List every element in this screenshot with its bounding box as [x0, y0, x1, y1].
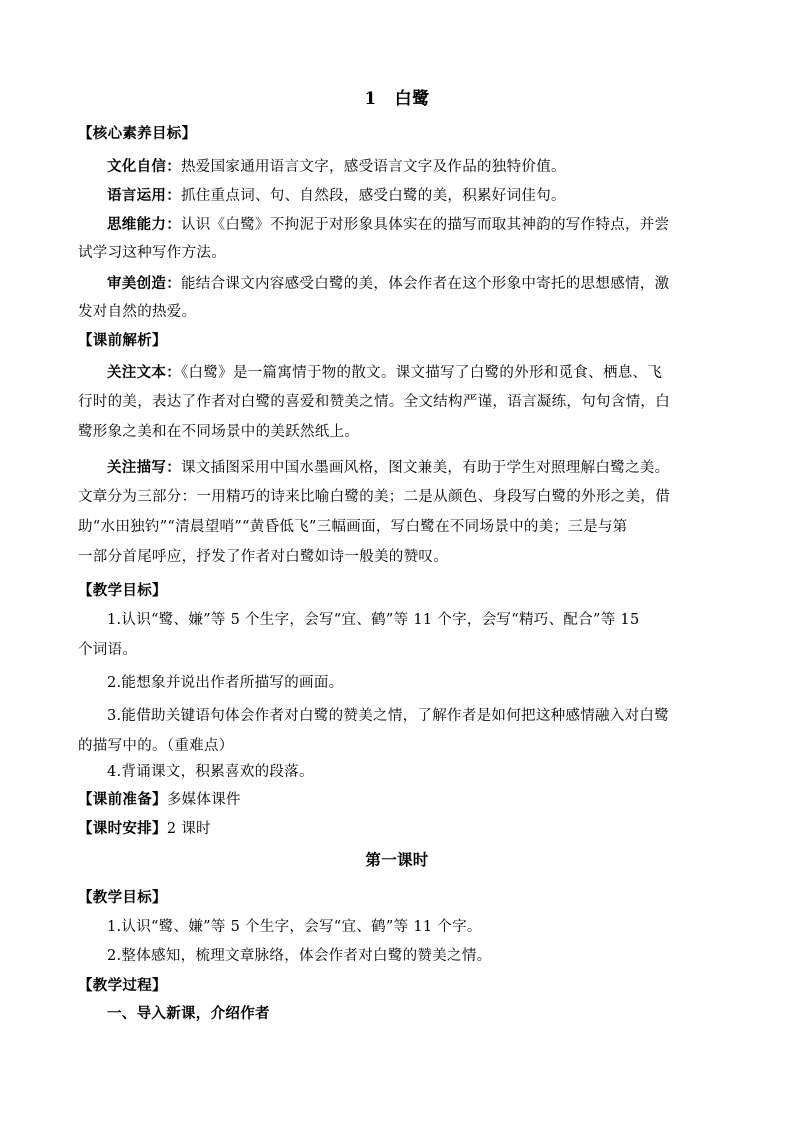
goal-item: 4.背诵课文，积累喜欢的段落。	[107, 764, 314, 780]
item-label: 关注文本：	[107, 364, 181, 381]
lesson1-goal-item: 1.认识“鹭、嫌”等 5 个生字，会写“宜、鹤”等 11 个字。	[107, 919, 482, 935]
item-label: 思维能力：	[107, 216, 181, 233]
lesson1-goals-heading: 【教学目标】	[78, 889, 167, 906]
analysis-item-description	[107, 458, 718, 478]
core-item-thinking	[107, 215, 718, 235]
analysis-item-text	[107, 363, 718, 383]
goal-item-cont: 的描写中的。（重难点）	[78, 738, 234, 754]
lesson-number: 1	[364, 89, 377, 109]
item-text: 热爱国家通用语言文字，感受语言文字及作品的独特价值。	[181, 159, 566, 175]
analysis-text-line: 行时的美，表达了作者对白鹭的喜爱和赞美之情。全文结构严谨，语言凝练，句句含情，白	[78, 394, 670, 410]
item-label: 文化自信：	[107, 158, 181, 175]
schedule-line	[78, 819, 718, 839]
item-label: 语言运用：	[107, 187, 181, 204]
item-label: 审美创造：	[107, 275, 181, 292]
core-item-aesthetic	[107, 274, 718, 294]
section-title-first-lesson: 第一课时	[365, 850, 429, 869]
goals-heading: 【教学目标】	[78, 582, 167, 599]
goal-item: 2.能想象并说出作者所描写的画面。	[107, 675, 344, 691]
analysis-heading: 【课前解析】	[78, 332, 167, 349]
prep-text: 多媒体课件	[166, 792, 241, 808]
item-text: 能结合课文内容感受白鹭的美，体会作者在这个形象中寄托的思想感情，激	[181, 276, 670, 292]
prep-line	[78, 790, 718, 810]
analysis-text-line: 一部分首尾呼应，抒发了作者对白鹭如诗一般美的赞叹。	[78, 549, 448, 565]
lesson1-process-heading: 【教学过程】	[78, 977, 167, 994]
prep-heading: 【课前准备】	[78, 791, 167, 808]
lesson-title-text: 白鹭	[394, 89, 430, 109]
goal-item: 3.能借助关键语句体会作者对白鹭的赞美之情，了解作者是如何把这种感情融入对白鹭	[107, 708, 670, 724]
item-text: 课文插图采用中国水墨画风格，图文兼美，有助于学生对照理解白鹭之美。	[181, 460, 670, 476]
item-text: 抓住重点词、句、自然段，感受白鹭的美，积累好词佳句。	[181, 188, 566, 204]
lesson1-step-heading: 一、导入新课，介绍作者	[107, 1005, 270, 1022]
schedule-heading: 【课时安排】	[78, 820, 167, 837]
core-goals-heading: 【核心素养目标】	[78, 125, 197, 142]
lesson-title	[0, 84, 794, 109]
core-item-aesthetic-cont: 发对自然的热爱。	[78, 304, 197, 320]
core-item-thinking-cont: 试学习这种写作方法。	[78, 245, 226, 261]
item-text: 认识《白鹭》不拘泥于对形象具体实在的描写而取其神韵的写作特点，并尝	[181, 217, 670, 233]
analysis-text-line: 鹭形象之美和在不同场景中的美跃然纸上。	[78, 424, 360, 440]
item-label: 关注描写：	[107, 459, 181, 476]
item-text: 《白鹭》是一篇寓情于物的散文。课文描写了白鹭的外形和觅食、栖息、飞	[181, 365, 663, 381]
schedule-text: 2 课时	[166, 821, 211, 837]
goal-item-cont: 个词语。	[78, 642, 138, 658]
core-item-language	[107, 186, 718, 206]
goal-item: 1.认识“鹭、嫌”等 5 个生字，会写“宜、鹤”等 11 个字，会写“精巧、配合”等 15	[107, 612, 640, 628]
analysis-text-line: 助“水田独钓”“清晨望哨”“黄昏低飞”三幅画面，写白鹭在不同场景中的美；三是与第	[78, 519, 628, 535]
analysis-text-line: 文章分为三部分：一用精巧的诗来比喻白鹭的美；二是从颜色、身段写白鹭的外形之美，借	[78, 489, 670, 505]
lesson1-goal-item: 2.整体感知，梳理文章脉络，体会作者对白鹭的赞美之情。	[107, 948, 492, 964]
core-item-culture	[107, 157, 718, 177]
